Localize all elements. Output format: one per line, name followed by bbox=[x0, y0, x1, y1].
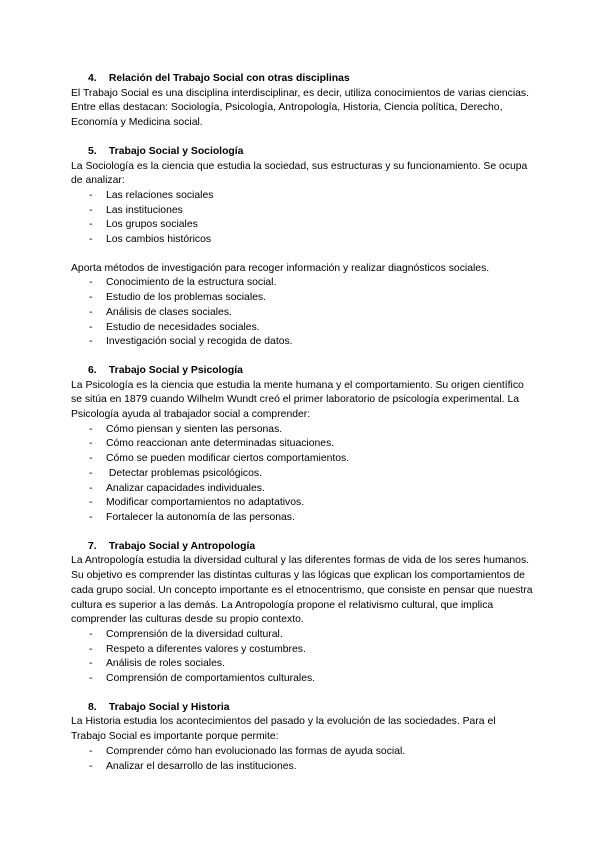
dash-bullet: - bbox=[89, 219, 93, 231]
section-intro: La Psicología es la ciencia que estudia la mente humana y el comportamiento. Su origen científico se sitúa en 1879 cuando Wilhelm Wundt creó el primer laboratorio de psicología experimental. La Psicología ayuda al trabajador social a comprender: bbox=[71, 379, 524, 421]
list-item: - Detectar problemas psicológicos. bbox=[71, 467, 533, 482]
dash-bullet: - bbox=[89, 673, 93, 685]
list-item: - Estudio de necesidades sociales. bbox=[71, 321, 533, 336]
dash-bullet: - bbox=[89, 336, 93, 348]
list-item: - Respeto a diferentes valores y costumbres. bbox=[71, 643, 533, 658]
list-item: - Análisis de clases sociales. bbox=[71, 306, 533, 321]
section-heading bbox=[71, 72, 533, 87]
list-item: - Fortalecer la autonomía de las personas. bbox=[71, 511, 533, 526]
section-title: Trabajo Social y Historia bbox=[108, 701, 230, 713]
dash-bullet: - bbox=[89, 628, 93, 640]
section-paragraph: Aporta métodos de investigación para recoger información y realizar diagnósticos sociales. bbox=[71, 262, 490, 274]
list-item: - Cómo se pueden modificar ciertos comportamientos. bbox=[71, 452, 533, 467]
list-item: - Los grupos sociales bbox=[71, 218, 533, 233]
dash-bullet: - bbox=[89, 760, 93, 772]
list-item: - Cómo piensan y sienten las personas. bbox=[71, 423, 533, 438]
dash-bullet: - bbox=[89, 453, 93, 465]
section-number: 5. bbox=[88, 145, 97, 157]
list-item: - Comprensión de la diversidad cultural. bbox=[71, 628, 533, 643]
list-item: - Las relaciones sociales bbox=[71, 189, 533, 204]
section-5 bbox=[71, 145, 533, 350]
list-item: - Analizar el desarrollo de las instituciones. bbox=[71, 760, 533, 775]
section-title: Trabajo Social y Antropología bbox=[108, 540, 256, 552]
section-title: Relación del Trabajo Social con otras disciplinas bbox=[108, 73, 350, 84]
section-7 bbox=[71, 540, 533, 687]
list-item: - Analizar capacidades individuales. bbox=[71, 482, 533, 497]
dash-bullet: - bbox=[89, 306, 93, 318]
bullet-list bbox=[71, 628, 533, 687]
dash-bullet: - bbox=[89, 482, 93, 494]
list-item: - Análisis de roles sociales. bbox=[71, 657, 533, 672]
section-heading bbox=[71, 145, 533, 160]
section-intro: La Sociología es la ciencia que estudia la sociedad, sus estructuras y su funcionamiento. Se ocupa de analizar: bbox=[71, 160, 528, 187]
list-item: - Estudio de los problemas sociales. bbox=[71, 291, 533, 306]
dash-bullet: - bbox=[89, 321, 93, 333]
bullet-list bbox=[71, 276, 533, 350]
dash-bullet: - bbox=[89, 511, 93, 523]
section-intro: El Trabajo Social es una disciplina interdisciplinar, es decir, utiliza conocimientos de varias ciencias. Entre ellas destacan: Sociología, Psicología, Antropología, Historia, Ciencia política, Derecho, Economía y Medicina social. bbox=[71, 87, 529, 129]
dash-bullet: - bbox=[89, 438, 93, 450]
dash-bullet: - bbox=[89, 423, 93, 435]
section-heading bbox=[71, 540, 533, 555]
dash-bullet: - bbox=[89, 497, 93, 509]
list-item: - Conocimiento de la estructura social. bbox=[71, 276, 533, 291]
list-item: - Comprender cómo han evolucionado las formas de ayuda social. bbox=[71, 745, 533, 760]
dash-bullet: - bbox=[89, 204, 93, 216]
list-item: - Modificar comportamientos no adaptativos. bbox=[71, 496, 533, 511]
dash-bullet: - bbox=[89, 277, 93, 289]
document-content bbox=[71, 72, 533, 774]
list-item: - Cómo reaccionan ante determinadas situaciones. bbox=[71, 437, 533, 452]
section-6 bbox=[71, 364, 533, 526]
section-number: 4. bbox=[88, 73, 97, 84]
bullet-list bbox=[71, 745, 533, 774]
dash-bullet: - bbox=[89, 745, 93, 757]
section-4 bbox=[71, 72, 533, 131]
section-title: Trabajo Social y Psicología bbox=[108, 364, 243, 376]
list-item: - Comprensión de comportamientos culturales. bbox=[71, 672, 533, 687]
bullet-list bbox=[71, 189, 533, 248]
section-number: 8. bbox=[88, 701, 97, 713]
section-heading bbox=[71, 364, 533, 379]
dash-bullet: - bbox=[89, 643, 93, 655]
dash-bullet: - bbox=[89, 658, 93, 670]
section-number: 6. bbox=[88, 364, 97, 376]
dash-bullet: - bbox=[89, 292, 93, 304]
section-heading bbox=[71, 701, 533, 716]
dash-bullet: - bbox=[89, 467, 93, 479]
section-intro: La Historia estudia los acontecimientos del pasado y la evolución de las sociedades. Para el Trabajo Social es importante porque permite: bbox=[71, 716, 496, 743]
list-item: - Investigación social y recogida de datos. bbox=[71, 335, 533, 350]
bullet-list bbox=[71, 423, 533, 526]
list-item: - Los cambios históricos bbox=[71, 233, 533, 248]
dash-bullet: - bbox=[89, 189, 93, 201]
section-intro: La Antropología estudia la diversidad cultural y las diferentes formas de vida de los seres humanos. Su objetivo es comprender las distintas culturas y las lógicas que explican los comportamientos de cada grupo social. Un concepto importante es el etnocentrismo, que consiste en pensar que nuestra cultura es superior a las demás. La Antropología propone el relativismo cultural, que implica comprender las culturas desde su propio contexto. bbox=[71, 555, 533, 626]
list-item: - Las instituciones bbox=[71, 204, 533, 219]
section-title: Trabajo Social y Sociología bbox=[108, 145, 244, 157]
dash-bullet: - bbox=[89, 234, 93, 246]
section-number: 7. bbox=[88, 540, 97, 552]
section-8 bbox=[71, 701, 533, 775]
